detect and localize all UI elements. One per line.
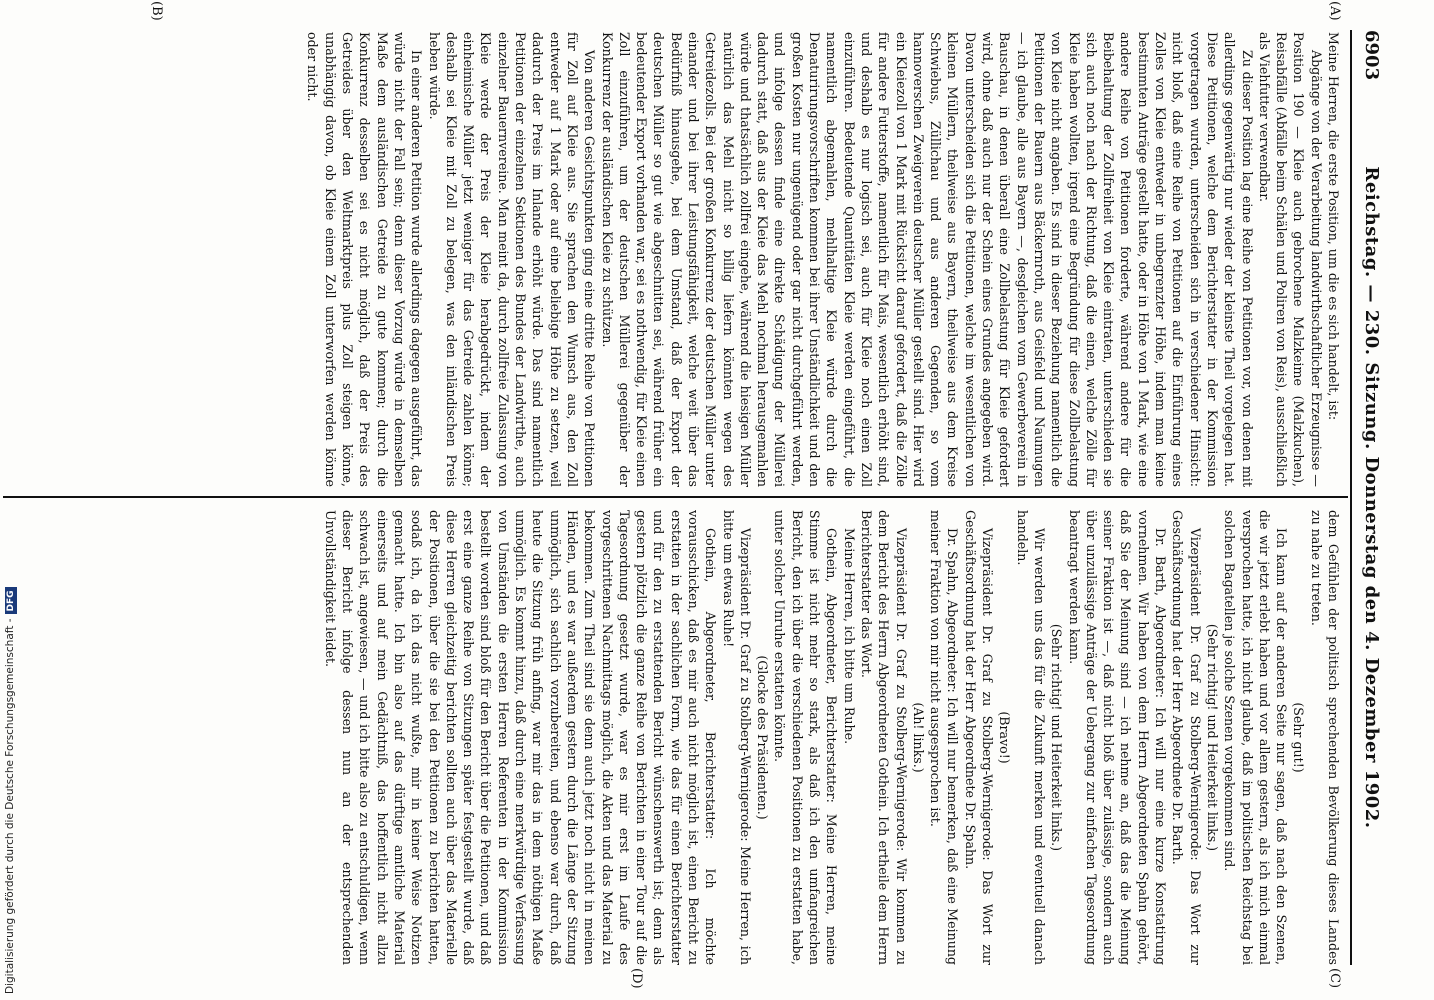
- text-column-right: [321, 510, 1342, 965]
- paragraph: Ich kann auf der anderen Seite nur sagen, daß nach den Szenen, die wir jetzt erlebt haben und vor allem gestern, als ich mich einmal versprochen hatte, ich nicht glaube, daß im politischen Reichstag bei solchen Bagatellen je solche Szenen vorgekommen sind.: [1222, 510, 1290, 965]
- paragraph: Von anderen Gesichtspunkten ging eine dritte Reihe von Petitionen für Zoll auf Kleie aus. Sie sprachen den Wunsch aus, den Zoll entweder auf 1 Mark oder auf eine beliebige Höhe zu setzen, weil dadurch der Preis im Inlande erhöht würde. Das sind namentlich Petitionen der einzelnen Sektionen des Bundes der Landwirthe, auch einzelner Bauernvereine. Man meint da, durch zollfreie Zulassung von Kleie werde der Preis der Kleie herabgedrückt, indem der einheimische Müller jetzt weniger für das Getreide zahlen könne; deshalb sei Kleie mit Zoll zu belegen, was den inländischen Preis heben würde.: [426, 32, 598, 487]
- margin-marker-d: (D): [629, 968, 644, 989]
- paragraph: Meine Herren, die erste Position, um die es sich handelt, ist:: [1326, 32, 1341, 421]
- credit-text: Digitalisierung gefördert durch die Deutsche Forschungsgemeinschaft -: [4, 618, 16, 994]
- speaker-paragraph: Dr. Barth, Abgeordneter: Ich will nur eine kurze Konstatirung vornehmen. Wir haben von dem Herrn Abgeordneten Spahn gehört, daß Sie der Meinung sind — ich nehme an, daß das die Meinung seiner Fraktion ist —, daß nicht bloß über zulässige, sondern auch über unzulässige Anträge der Uebergang zur einfachen Tagesordnung beantragt werden kann.: [1066, 510, 1169, 965]
- margin-marker-a: (A): [1327, 1, 1342, 21]
- interjection: (Sehr gut!): [1291, 702, 1307, 773]
- interjection: (Bravo!): [997, 711, 1013, 764]
- paragraph: Zu dieser Position lag eine Reihe von Petitionen vor, von denen mit allerdings gegenwärtig nur wieder der kleinste Theil vorgelegen hat. Diese Petitionen, welche dem Berichterstatter in der Kommission vorgetragen wurden, unterscheiden sich in verschiedener Hinsicht: nicht bloß, daß eine Reihe von Petitionen auf die Einführung eines Zolles von Kleie entweder in unbegrenzter Höhe, indem man keine bestimmten Anträge gestellt hatte, oder in Höhe von 1 Mark, wie eine andere Reihe von Petitionen forderte, während andere für die Beibehaltung der Zollfreiheit von Kleie eintraten, unterschieden sie sich auch noch nach der Richtung, daß die einen, welche Zölle für Kleie haben wollten, irgend eine Begründung für diese Zollbelastung von Kleie nicht angaben. Es sind in dieser Beziehung namentlich die Petitionen der Bauern aus Bäckernroth, aus Geisfeld und Naumugen — ich glaube, alle aus Bayern —, desgleichen vom Gewerbeverein in Bauschau, in denen überall eine Zollbelastung für Kleie gefordert wird, ohne daß auch nur der Schein eines Grundes angegeben wird. Davon unterscheiden sich die Petitionen, welche im wesentlichen von kleinen Müllern, theilweise aus Bayern, theilweise aus dem Kreise Schwiebus, Züllichau und aus anderen Gegenden, so vom hannoverschen Zweigverein deutscher Müller gestellt sind. Hier wird ein Kleiezoll von 1 Mark mit Rücksicht darauf gefordert, daß die Zölle für andere Futterstoffe, namentlich für Mais, wesentlich erhöht sind, und deshalb es nur logisch sei, auch für Kleie noch einen Zoll einzuführen. Bedeutende Quantitäten Kleie werden eingeführt, die namentlich abgemahlen, mehlhaltige Kleie würde durch die Denaturirungsvorschriften kommen bei ihrer Unständlichkeit und den großen Kosten nur ungenügend oder gar nicht durchgeführt werden, und infolge dessen finde eine direkte Schädigung der Müllerei dadurch statt, daß aus der Kleie das Mehl nochmal herausgemahlen würde und thatsächlich zollfrei eingehe, während die hiesigen Müller natürlich das Mehl nicht so billig liefern könnten wegen des Getreidezolls. Bei der großen Konkurrenz der deutschen Müller unter einander und bei ihrer Leistungsfähigkeit, welche weit über das Bedürfniß hinausgehe, bei dem Umstand, daß der Export der deutschen Müller so gut wie abgeschnitten sei, während früher ein bedeutender Export vorhanden war, sei es nothwendig, für Kleie einen Zoll einzuführen, um der deutschen Müllerei gegenüber der Konkurrenz der ausländischen Kleie zu schützen.: [599, 32, 1255, 487]
- interjection: (Ah! links.): [910, 702, 926, 773]
- speaker-paragraph: Vizepräsident Dr. Graf zu Stolberg-Wernigerode: Das Wort zur Geschäftsordnung hat der Herr Abgeordnete Dr. Barth.: [1170, 510, 1203, 965]
- speaker-paragraph: Vizepräsident Dr. Graf zu Stolberg-Wernigerode: Meine Herren, ich bitte um etwas Ruhe!: [720, 510, 753, 965]
- page-header: [1352, 30, 1382, 965]
- header-rule: [1350, 30, 1352, 965]
- interjection: (Sehr richtig! und Heiterkeit links.): [1204, 623, 1220, 852]
- speaker-paragraph: Gothein, Abgeordneter, Berichterstatter: Meine Herren, meine Stimme ist nicht mehr so stark, als daß ich den umfangreichen Bericht, den ich über die verschiedenen Positionen zu erstatten habe, unter solcher Unruhe erstatten könnte.: [772, 510, 840, 965]
- digitization-credit: [2, 590, 18, 994]
- paragraph: In einer anderen Petition wurde allerdings dagegen ausgeführt, das würde nicht der Fall sein; denn dieser Vorzug würde in demselben Maße dem ausländischen Getreide zu gute kommen; durch die Konkurrenz desselben sei es nicht möglich, daß der Preis des Getreides über den Weltmarktpreis plus Zoll steigen könne, unabhängig davon, ob Kleie einem Zoll unterworfen werden könne oder nicht.: [305, 32, 425, 487]
- paragraph: Wir werden uns das für die Zukunft merken und eventuell danach handeln.: [1014, 510, 1047, 965]
- paragraph: Abgänge von der Verarbeitung landwirthschaftlicher Erzeugnisse — Position 190 — Kleie auch gebrochene Malzkeime (Malzkuchen), Reisabfälle (Abfälle beim Schälen und Poliren von Reis), ausschließlich als Viehfutter verwendbar.: [1256, 32, 1324, 487]
- running-title: Reichstag. — 230. Sitzung. Donnerstag den 4. Dezember 1902.: [1361, 166, 1382, 829]
- page-number: 6903: [1361, 30, 1382, 81]
- dfg-logo: DFG: [5, 587, 17, 614]
- paragraph: Meine Herren, ich bitte um Ruhe.: [841, 528, 857, 745]
- interjection: (Glocke des Präsidenten.): [755, 655, 771, 820]
- text-column-left: [304, 32, 1342, 487]
- margin-marker-b: (B): [149, 1, 164, 21]
- speaker-paragraph: Vizepräsident Dr. Graf zu Stolberg-Wernigerode: Wir kommen zu dem Bericht des Herrn Abgeordneten Gothein. Ich ertheile dem Herrn Berichterstatter das Wort.: [858, 510, 909, 965]
- speaker-paragraph: Gothein, Abgeordneter, Berichterstatter: Ich möchte vorausschicken, daß es mir auch nicht möglich ist, einen Bericht zu erstatten in der sachlichen Form, wie das für einen Berichterstatter und für den zu erstattenden Bericht wünschenswerth ist; denn als gestern plötzlich die ganze Reihe von Berichten in einer Tour auf die Tagesordnung gesetzt wurde, war es mir erst im Laufe des vorgeschrittenen Nachmittags möglich, die Akten und das Material zu bekommen. Zum Theil sind sie denn auch jetzt noch nicht in meinen Händen, und es war außerdem gestern durch die Länge der Sitzung unmöglich, sich sachlich vorzubereiten, und ebenso war durch, daß heute die Sitzung früh anfing, war mir das in dem nöthigen Maße unmöglich. Es kommt hinzu, daß durch eine merkwürdige Verfassung von Umständen die ersten Herren Referenten in der Kommission bestellt worden sind bloß für den Bericht über die Petitionen, und daß erst eine ganze Reihe von Sitzungen später festgestellt wurde, daß diese Herren gleichzeitig berichten sollten auch über das Materielle der Positionen, über die sie bei den Petitionen zu berichten hatten, sodaß ich, da ich das nicht wußte, mir in keiner Weise Notizen gemacht hatte. Ich bin also auf das dürftige amtliche Material einerseits und auf mein Gedächtniß, das hoffentlich nicht allzu schwach ist, angewiesen, — und ich bitte also zu entschuldigen, wenn dieser Bericht infolge dessen nun an der entsprechenden Unvollständigkeit leidet.: [322, 510, 719, 965]
- margin-marker-c: (C): [1327, 968, 1342, 989]
- column-divider: [3, 496, 1348, 498]
- paragraph: dem Gefühlen der politisch sprechenden Bevölkerung dieses Landes zu nahe zu treten.: [1308, 510, 1341, 965]
- interjection: (Sehr richtig! und Heiterkeit links.): [1049, 623, 1065, 852]
- speaker-paragraph: Dr. Spahn, Abgeordneter: Ich will nur bemerken, daß eine Meinung meiner Fraktion von mir nicht ausgesprochen ist.: [928, 510, 961, 965]
- speaker-paragraph: Vizepräsident Dr. Graf zu Stolberg-Wernigerode: Das Wort zur Geschäftsordnung hat der Herr Abgeordnete Dr. Spahn.: [962, 510, 996, 965]
